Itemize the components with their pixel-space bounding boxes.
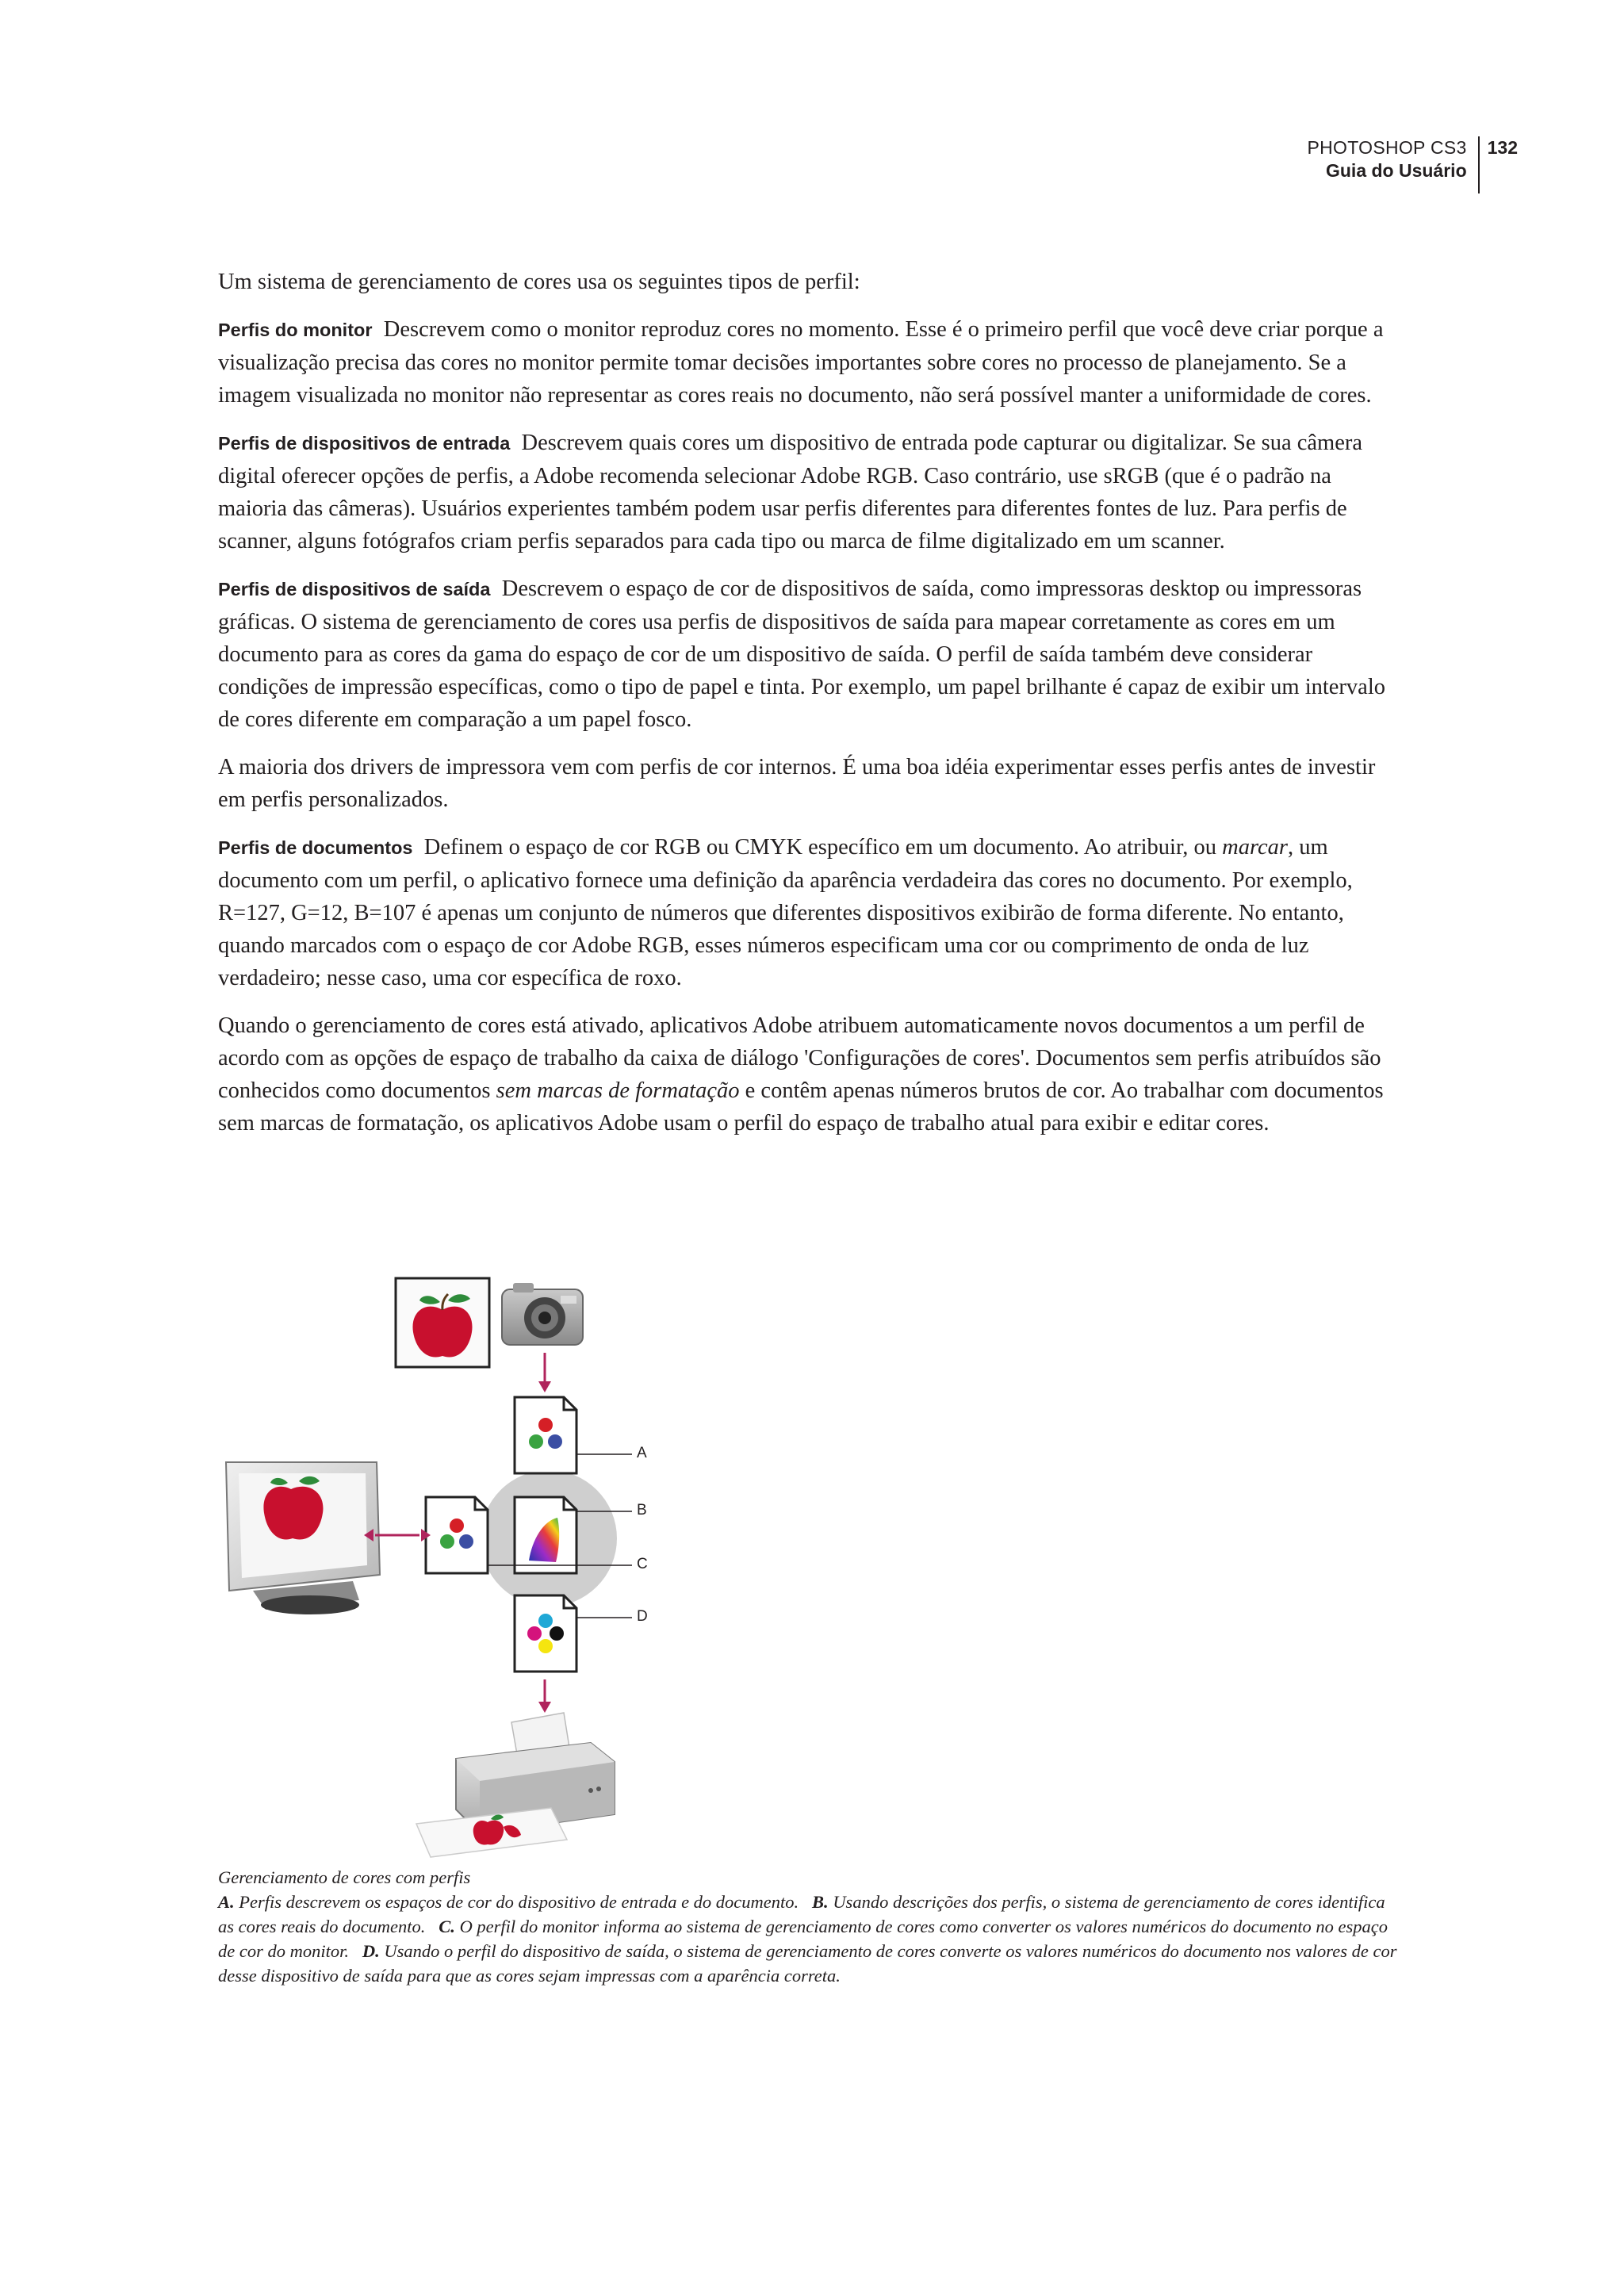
caption-title: Gerenciamento de cores com perfis: [218, 1867, 471, 1887]
monitor-icon: [226, 1462, 380, 1614]
untagged-text-before: Quando o gerenciamento de cores está ativado, aplicativos Adobe atribuem automaticamente novos documentos a um perfil de acordo com as opções de espaço de trabalho da caixa de diálogo 'Configurações de cores'. Documentos sem perfis atribuídos são conhecidos como documentos: [218, 1013, 1381, 1103]
term-output: Perfis de dispositivos de saída: [218, 579, 491, 599]
untagged-paragraph: [218, 1009, 1404, 1139]
caption-c-text: O perfil do monitor informa ao sistema de gerenciamento de cores como converter os valores numéricos do documento no espaço de cor do monitor.: [218, 1917, 1388, 1961]
document-gamut-icon: [515, 1497, 576, 1573]
untagged-text-after: e contêm apenas números brutos de cor. Ao trabalhar com documentos sem marcas de formatação, os aplicativos Adobe usam o perfil do espaço de trabalho atual para exibir e editar cores.: [218, 1078, 1384, 1136]
document-rgb-icon: [515, 1397, 576, 1473]
document-cmyk-icon: [515, 1595, 576, 1672]
output-profile-text: Descrevem o espaço de cor de dispositivos de saída, como impressoras desktop ou impressoras gráficas. O sistema de gerenciamento de cores usa perfis de dispositivos de saída para mapear corretamente as cores em um documento para as cores da gama do espaço de cor de um dispositivo de saída. O perfil de saída também deve considerar condições de impressão específicas, como o tipo de papel e tinta. Por exemplo, um papel brilhante é capaz de exibir um intervalo de cores diferente em comparação a um papel fosco.: [218, 576, 1385, 732]
figure-label-c: C: [637, 1556, 648, 1572]
term-input: Perfis de dispositivos de entrada: [218, 433, 511, 454]
figure-label-d: D: [637, 1608, 648, 1625]
caption-c-label: C.: [439, 1917, 455, 1936]
caption-b-label: B.: [812, 1892, 829, 1912]
figure-caption: [218, 1865, 1404, 1988]
body-text: [218, 266, 1404, 1155]
document-profile-text-before: Definem o espaço de cor RGB ou CMYK específico em um documento. Ao atribuir, ou: [423, 835, 1223, 860]
caption-a-text: Perfis descrevem os espaços de cor do dispositivo de entrada e do documento.: [239, 1892, 799, 1912]
caption-b-text: Usando descrições dos perfis, o sistema de gerenciamento de cores identifica as cores reais do documento.: [218, 1892, 1385, 1936]
intro-paragraph: Um sistema de gerenciamento de cores usa os seguintes tipos de perfil:: [218, 270, 860, 294]
header-subtitle: Guia do Usuário: [1325, 160, 1467, 181]
monitor-profile-paragraph: [218, 313, 1404, 412]
source-photo-icon: [396, 1278, 489, 1367]
printer-icon: [416, 1713, 615, 1857]
page-number: 132: [1487, 137, 1518, 158]
figure-label-b: B: [637, 1502, 647, 1518]
term-monitor: Perfis do monitor: [218, 320, 373, 340]
document-profile-emphasis: marcar: [1222, 835, 1289, 860]
output-profile-paragraph: [218, 573, 1404, 736]
running-header: [1307, 136, 1518, 193]
untagged-emphasis: sem marcas de formatação: [496, 1078, 740, 1103]
caption-d-label: D.: [362, 1941, 380, 1961]
document-profile-paragraph: [218, 831, 1404, 994]
input-profile-text: Descrevem quais cores um dispositivo de entrada pode capturar ou digitalizar. Se sua câmera digital oferecer opções de perfis, a Adobe recomenda selecionar Adobe RGB. Caso contrário, use sRGB (que é o padrão na maioria das câmeras). Usuários experientes também podem usar perfis diferentes para diferentes fontes de luz. Para perfis de scanner, alguns fotógrafos criam perfis separados para cada tipo ou marca de filme digitalizado em um scanner.: [218, 431, 1362, 553]
figure-label-a: A: [637, 1445, 647, 1461]
figure-illustration: [218, 1254, 710, 1865]
drivers-paragraph: A maioria dos drivers de impressora vem com perfis de cor internos. É uma boa idéia experimentar esses perfis antes de investir em perfis personalizados.: [218, 755, 1376, 812]
color-management-figure: [218, 1254, 710, 1865]
monitor-profile-text: Descrevem como o monitor reproduz cores no momento. Esse é o primeiro perfil que você deve criar porque a visualização precisa das cores no monitor permite tomar decisões importantes sobre cores no processo de planejamento. Se a imagem visualizada no monitor não representar as cores reais no documento, não será possível manter a uniformidade de cores.: [218, 317, 1384, 408]
header-product: PHOTOSHOP CS3: [1307, 137, 1467, 158]
document-profile-text-after: , um documento com um perfil, o aplicativo fornece uma definição da aparência verdadeira das cores no documento. Por exemplo, R=127, G=12, B=107 é apenas um conjunto de números que diferentes dispositivos exibirão de forma diferente. No entanto, quando marcados com o espaço de cor Adobe RGB, esses números especificam uma cor ou comprimento de onda de luz verdadeiro; nesse caso, uma cor específica de roxo.: [218, 835, 1353, 990]
document-monitor-icon: [426, 1497, 488, 1573]
header-titles: [1307, 136, 1477, 182]
camera-icon: [502, 1283, 583, 1345]
input-profile-paragraph: [218, 427, 1404, 557]
arrow-input: [538, 1353, 551, 1392]
term-documents: Perfis de documentos: [218, 837, 413, 858]
caption-d-text: Usando o perfil do dispositivo de saída, o sistema de gerenciamento de cores converte os valores numéricos do documento nos valores de cor desse dispositivo de saída para que as cores sejam impressas com a aparência correta.: [218, 1941, 1397, 1986]
caption-a-label: A.: [218, 1892, 235, 1912]
arrow-output: [538, 1679, 551, 1713]
